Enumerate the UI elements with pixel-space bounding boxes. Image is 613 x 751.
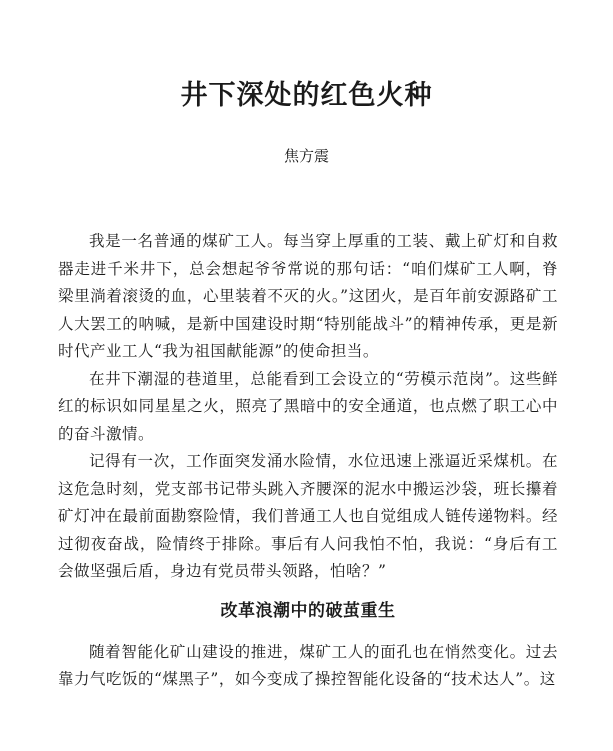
article-body [58,228,558,694]
paragraph-1: 我是一名普通的煤矿工人。每当穿上厚重的工装、戴上矿灯和自救器走进千米井下，总会想起爷爷常说的那句话：“咱们煤矿工人啊，脊梁里淌着滚烫的血，心里装着不灭的火。”这团火，是百年前安源路矿工人大罢工的呐喊，是新中国建设时期“特别能战斗”的精神传承，更是新时代产业工人“我为祖国献能源”的使命担当。 [58,232,558,360]
paragraph-2: 在井下潮湿的巷道里，总能看到工会设立的“劳模示范岗”。这些鲜红的标识如同星星之火，照亮了黑暗中的安全通道，也点燃了职工心中的奋斗激情。 [58,369,558,443]
section-paragraph-1: 随着智能化矿山建设的推进，煤矿工人的面孔也在悄然变化。过去靠力气吃饭的“煤黑子”，如今变成了操控智能化设备的“技术达人”。这 [58,642,558,688]
section-heading: 改革浪潮中的破茧重生 [220,600,396,621]
paragraph-3: 记得有一次，工作面突发涌水险情，水位迅速上涨逼近采煤机。在这危急时刻，党支部书记带头跳入齐腰深的泥水中搬运沙袋，班长攥着矿灯冲在最前面勘察险情，我们普通工人也自觉组成人链传递物料。经过彻夜奋战，险情终于排除。事后有人问我怕不怕，我说：“身后有工会做坚强后盾，身边有党员带头领路，怕啥？” [58,452,558,580]
article-author: 焦方震 [283,147,329,165]
article-title: 井下深处的红色火种 [180,80,433,112]
